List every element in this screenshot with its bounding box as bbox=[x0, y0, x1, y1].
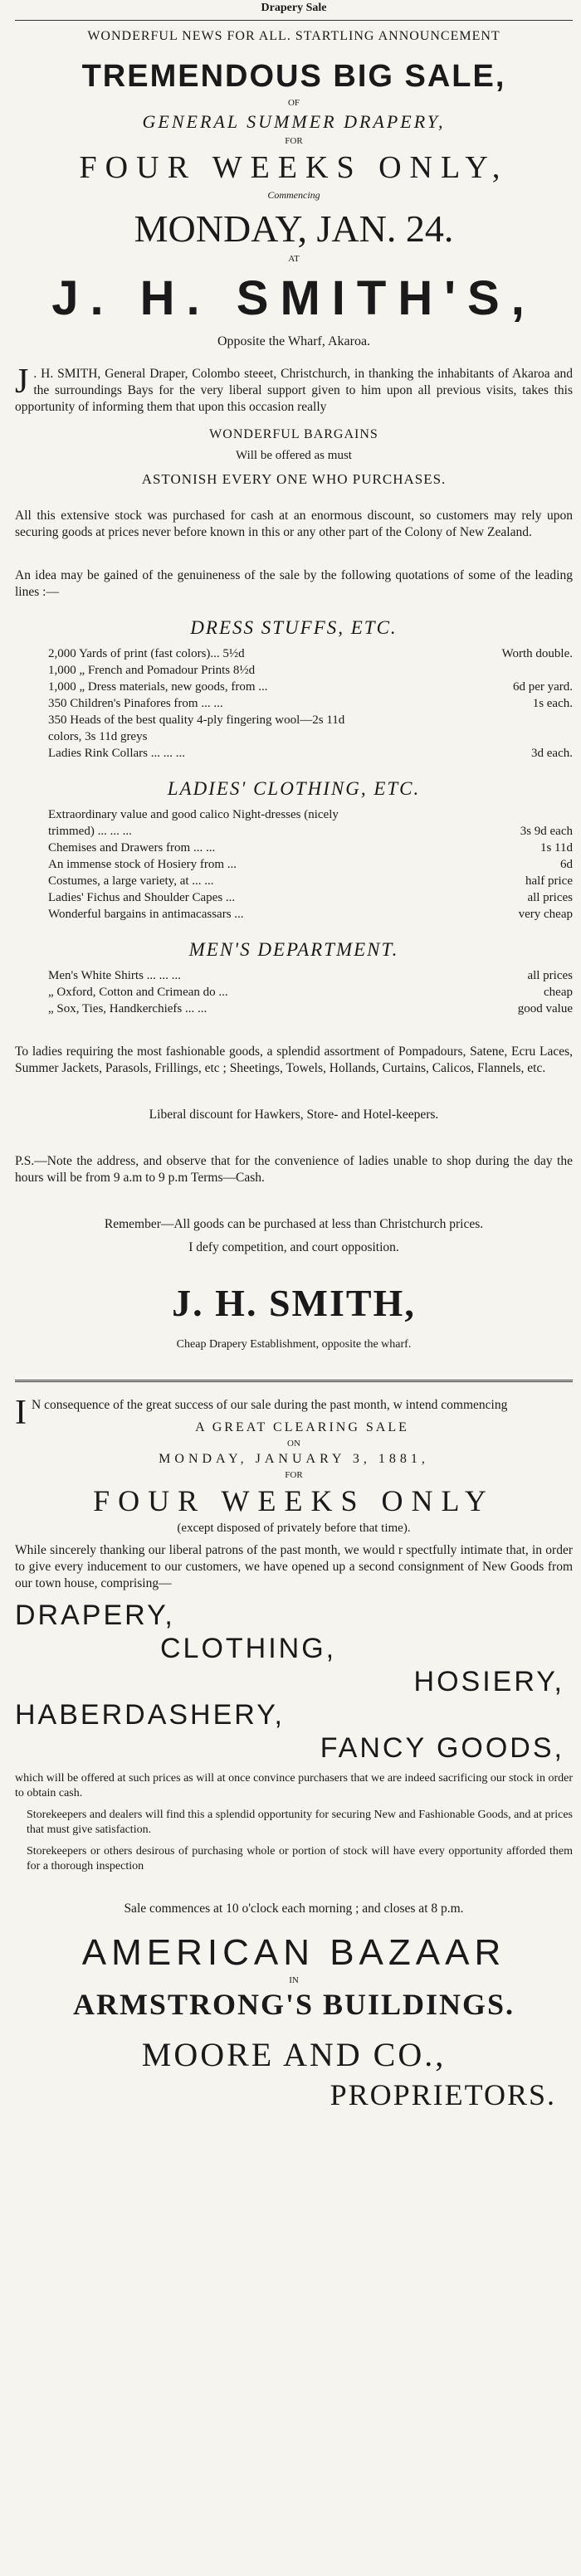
paragraph-fashionable: To ladies requiring the most fashionable goods, a splendid assortment of Pompadours, Satene, Ecru Laces, Summer Jackets, Parasols, Frillings, etc ; Sheetings, Towels, Hollands, Curtains, Calicos, Flannels, etc. bbox=[15, 1045, 573, 1075]
list-item: 1,000 „ French and Pomadour Prints 8½d bbox=[48, 664, 256, 677]
list-item: 2,000 Yards of print (fast colors)... 5½d Worth double. bbox=[48, 647, 573, 660]
subheadline: GENERAL SUMMER DRAPERY, bbox=[142, 111, 446, 132]
remember-line: Remember—All goods can be purchased at less than Christchurch prices. bbox=[104, 1217, 484, 1231]
goods-list bbox=[15, 1599, 573, 1765]
offered-line: Will be offered as must bbox=[236, 449, 352, 462]
header-rule bbox=[15, 20, 573, 21]
goods-clothing: CLOTHING, bbox=[160, 1633, 337, 1664]
in-label: IN bbox=[289, 1975, 299, 1985]
on-label: ON bbox=[287, 1439, 300, 1449]
storekeepers-paragraph: Storekeepers and dealers will find this a splendid opportunity for securing New and Fashionable Goods, and at prices that must give satisfaction. bbox=[27, 1809, 573, 1836]
list-item: Ladies Rink Collars ... ... ... 3d each. bbox=[48, 747, 573, 760]
dropcap-j: J bbox=[15, 363, 29, 401]
mens-department-list bbox=[48, 967, 573, 1017]
postscript: P.S.—Note the address, and observe that for the convenience of ladies unable to shop during the day the hours will be from 9 a.m to 9 p.m Terms—Cash. bbox=[15, 1154, 573, 1185]
paragraph-stock: All this extensive stock was purchased for cash at an enormous discount, so customers may rely upon securing goods at prices never before known in this or any other part of the Colony of New Zealand. bbox=[15, 509, 573, 539]
cheap-drapery-line: Cheap Drapery Establishment, opposite the wharf. bbox=[176, 1338, 412, 1351]
defy-line: I defy competition, and court opposition. bbox=[188, 1240, 399, 1254]
four-weeks-line: FOUR WEEKS ONLY, bbox=[79, 150, 509, 185]
goods-hosiery: HOSIERY, bbox=[413, 1666, 564, 1697]
list-item: Costumes, a large variety, at ... ... half price bbox=[48, 874, 573, 888]
list-item: Wonderful bargains in antimacassars ... very cheap bbox=[48, 908, 573, 921]
goods-drapery: DRAPERY, bbox=[15, 1600, 175, 1631]
american-bazaar-advertisement bbox=[15, 1394, 573, 2112]
moore-line: MOORE AND CO., bbox=[141, 2036, 447, 2073]
announcement-line: WONDERFUL NEWS FOR ALL. STARTLING ANNOUNCEMENT bbox=[87, 29, 500, 43]
list-item: An immense stock of Hosiery from ... 6d bbox=[48, 858, 573, 871]
intro-text: . H. SMITH, General Draper, Colombo steeet, Christchurch, in thanking the inhabitants of Akaroa and the surroundings Bays for the very liberal support given to him upon all previous visits, takes this opportunity of informing them that upon this occasion really bbox=[15, 367, 573, 414]
page-header: Drapery Sale bbox=[261, 2, 327, 14]
list-item: „ Oxford, Cotton and Crimean do ... cheap bbox=[48, 986, 573, 999]
ad-separator bbox=[15, 1380, 573, 1382]
discount-line: Liberal discount for Hawkers, Store- and Hotel-keepers. bbox=[149, 1108, 439, 1122]
list-item: 1,000 „ Dress materials, new goods, from ... 6d per yard. bbox=[48, 680, 573, 694]
list-item: 350 Heads of the best quality 4-ply fingering wool—2s 11d bbox=[48, 713, 345, 727]
list-item: Chemises and Drawers from ... ... 1s 11d bbox=[48, 841, 573, 855]
for-label: FOR bbox=[285, 136, 303, 146]
dress-stuffs-title: DRESS STUFFS, ETC. bbox=[190, 617, 398, 638]
ladies-clothing-title: LADIES' CLOTHING, ETC. bbox=[167, 778, 421, 799]
clearing-sale-line: A GREAT CLEARING SALE bbox=[195, 1420, 409, 1434]
dropcap-i: I bbox=[15, 1394, 27, 1432]
bazaar-title: AMERICAN BAZAAR bbox=[81, 1932, 506, 1973]
list-item: 350 Children's Pinafores from ... ... 1s each. bbox=[48, 697, 573, 710]
list-item: Extraordinary value and good calico Night-dresses (nicely bbox=[48, 808, 339, 821]
list-item: Ladies' Fichus and Shoulder Capes ... all prices bbox=[48, 891, 573, 904]
four-weeks-line-2: FOUR WEEKS ONLY bbox=[93, 1484, 495, 1517]
bargains-line: WONDERFUL BARGAINS bbox=[209, 427, 378, 441]
goods-fancy: FANCY GOODS, bbox=[320, 1732, 564, 1764]
headline: TREMENDOUS BIG SALE, bbox=[81, 59, 506, 94]
mens-department-title: MEN'S DEPARTMENT. bbox=[188, 939, 399, 960]
at-label: AT bbox=[288, 254, 300, 264]
commencing-label: Commencing bbox=[267, 189, 320, 201]
store-location: Opposite the Wharf, Akaroa. bbox=[217, 334, 371, 348]
list-item: trimmed) ... ... ... 3s 9d each bbox=[48, 825, 573, 838]
hours-line: Sale commences at 10 o'clock each morning ; and closes at 8 p.m. bbox=[124, 1902, 464, 1916]
smith-signature: J. H. SMITH, bbox=[172, 1282, 416, 1324]
thanking-paragraph: While sincerely thanking our liberal patrons of the past month, we would r spectfully intimate that, in order to give every inducement to our customers, we have opened up a second consignment of New Goods from our town house, comprising— bbox=[15, 1543, 573, 1590]
buildings-line: ARMSTRONG'S BUILDINGS. bbox=[72, 1988, 515, 2021]
astonish-line: ASTONISH EVERY ONE WHO PURCHASES. bbox=[141, 471, 447, 487]
of-label: OF bbox=[287, 98, 300, 108]
sale-date: MONDAY, JAN. 24. bbox=[134, 207, 454, 250]
paragraph-quotations: An idea may be gained of the genuineness of the sale by the following quotations of some of the leading lines :— bbox=[15, 568, 573, 599]
sacrifice-paragraph: which will be offered at such prices as will at once convince purchasers that we are indeed sacrificing our stock in order to obtain cash. bbox=[15, 1772, 573, 1799]
goods-haberdashery: HABERDASHERY, bbox=[15, 1699, 285, 1731]
dress-stuffs-list bbox=[48, 645, 573, 762]
inspection-paragraph: Storekeepers or others desirous of purchasing whole or portion of stock will have every opportunity afforded them for a thorough inspection bbox=[27, 1845, 573, 1872]
list-item: „ Sox, Ties, Handkerchiefs ... ... good value bbox=[48, 1002, 573, 1015]
list-item: Men's White Shirts ... ... ... all prices bbox=[48, 969, 573, 982]
consequence-text: N consequence of the great success of our sale during the past month, w intend commencing bbox=[32, 1398, 508, 1412]
for-label-2: FOR bbox=[285, 1470, 303, 1480]
list-item: colors, 3s 11d greys bbox=[48, 730, 148, 743]
store-name: J. H. SMITH'S, bbox=[51, 271, 536, 325]
clearing-date: MONDAY, JANUARY 3, 1881, bbox=[159, 1452, 429, 1466]
proprietors-line: PROPRIETORS. bbox=[330, 2078, 556, 2111]
ladies-clothing-list bbox=[48, 806, 573, 923]
except-line: (except disposed of privately before that time). bbox=[177, 1522, 411, 1535]
smith-advertisement bbox=[15, 29, 573, 1351]
intro-paragraph bbox=[15, 363, 573, 416]
